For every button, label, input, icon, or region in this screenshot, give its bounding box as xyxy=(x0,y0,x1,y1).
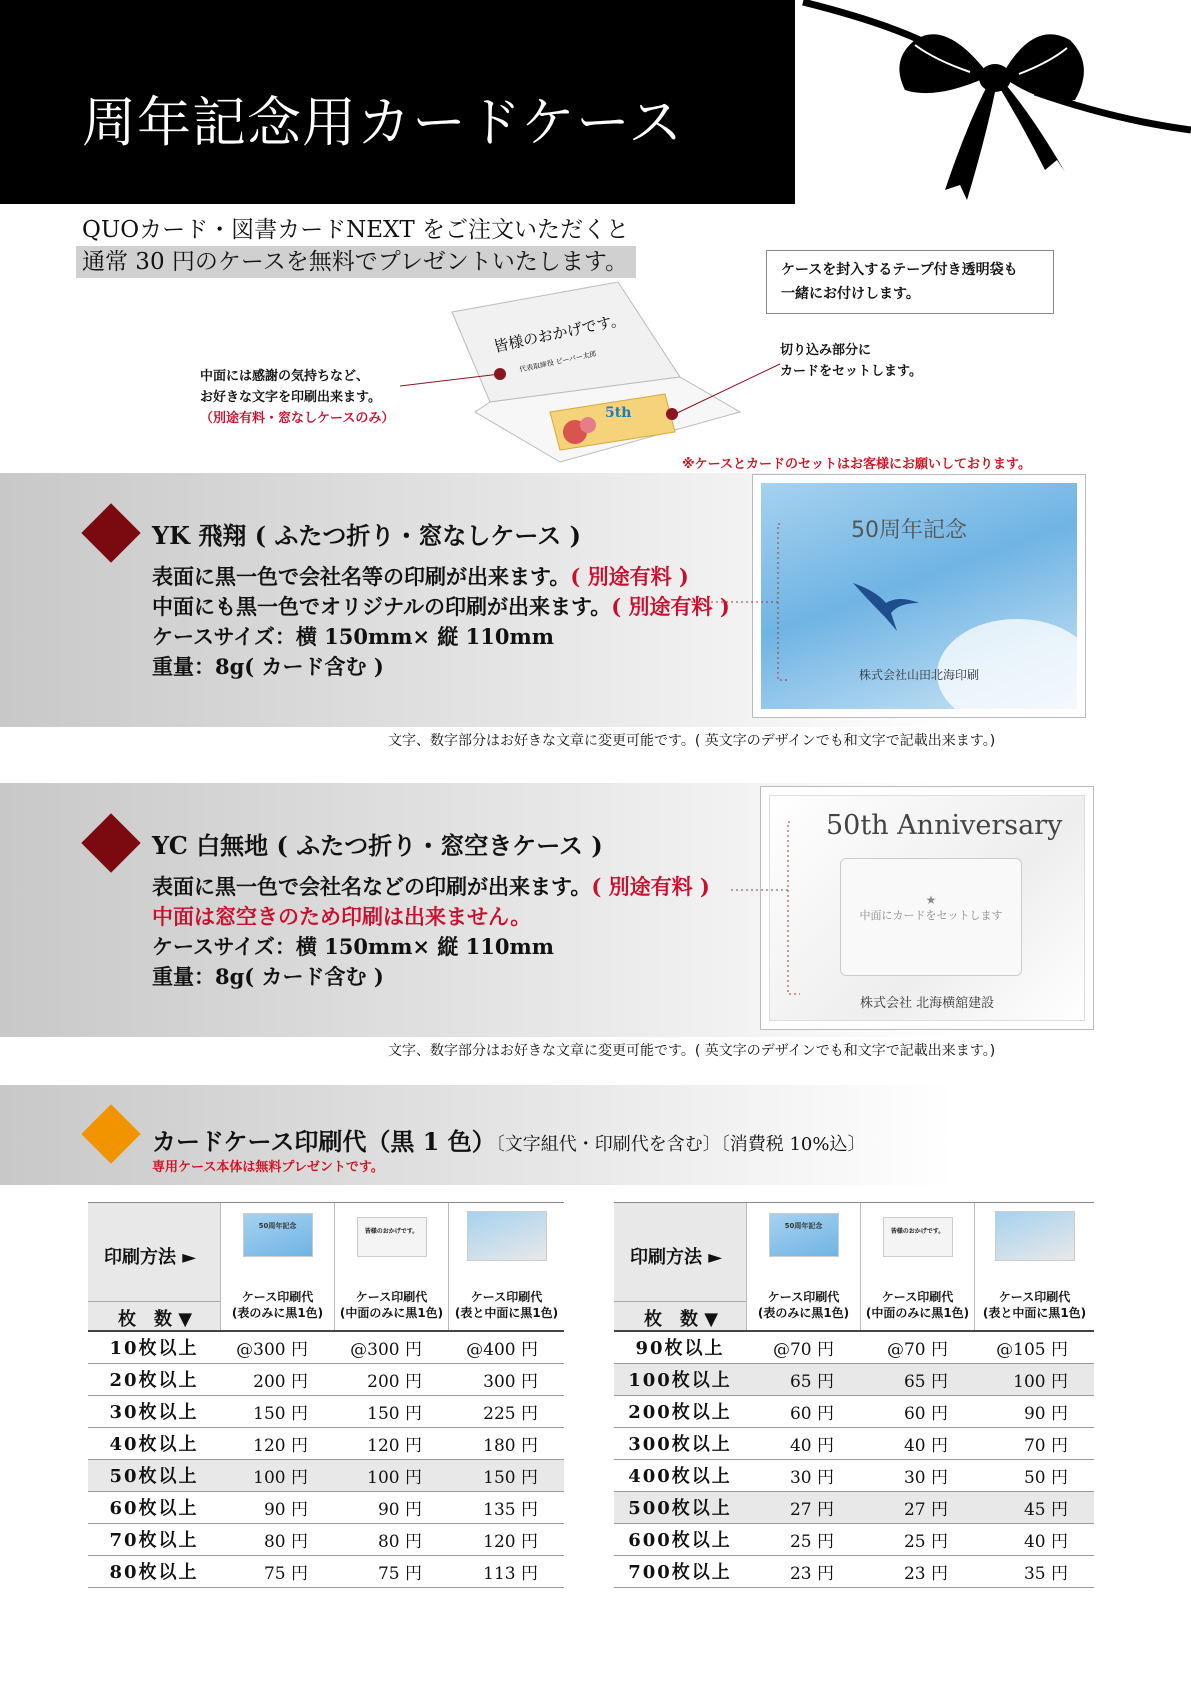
col3-sub: (表と中面に黒1色) xyxy=(454,1306,559,1320)
row-price-cell: 80 円 xyxy=(334,1523,448,1555)
card-illus-sign: 代表取締役 ピーパー太郎 xyxy=(518,349,598,374)
row-price-cell: 25 円 xyxy=(860,1523,974,1555)
count-label: 枚 数 ▼ xyxy=(644,1309,719,1330)
row-price-cell: 300 円 xyxy=(448,1363,564,1395)
yk-line-3: ケースサイズ：横 150mm× 縦 110mm xyxy=(152,624,554,649)
intro-line-2: 通常 30 円のケースを無料でプレゼントいたします。 xyxy=(76,246,636,278)
price-title-sub: 〔文字組代・印刷代を含む〕〔消費税 10%込〕 xyxy=(495,1134,866,1155)
yc-sample-company: 株式会社 北海横舘建設 xyxy=(860,996,995,1011)
col2-sub: (中面のみに黒1色) xyxy=(339,1306,444,1320)
section-yk-body xyxy=(152,562,730,682)
intro-text xyxy=(82,214,636,278)
row-price-cell: 100 円 xyxy=(974,1363,1094,1395)
section-yc-title: YC 白無地 ( ふたつ折り・窓空きケース ) xyxy=(152,831,603,860)
right-callout xyxy=(780,340,922,382)
col3-label: ケース印刷代 xyxy=(998,1290,1071,1304)
row-price-cell: 120 円 xyxy=(220,1427,334,1459)
table-row xyxy=(88,1523,564,1555)
thumb-inner: 皆様のおかげです。 xyxy=(883,1217,953,1257)
table-row xyxy=(88,1363,564,1395)
section-yc-body xyxy=(152,872,710,992)
yc-note: 文字、数字部分はお好きな文章に変更可能です。( 英文字のデザインでも和文字で記載出来ます。) xyxy=(388,1043,996,1059)
row-price-cell: 150 円 xyxy=(448,1459,564,1491)
row-count-cell: 10枚以上 xyxy=(88,1331,220,1363)
yc-sample-image xyxy=(760,786,1094,1030)
yc-line-1-tag: ( 別途有料 ) xyxy=(591,874,710,899)
yk-note: 文字、数字部分はお好きな文章に変更可能です。( 英文字のデザインでも和文字で記載出来ます。) xyxy=(388,733,996,749)
row-price-cell: @70 円 xyxy=(746,1331,860,1363)
row-price-cell: 200 円 xyxy=(220,1363,334,1395)
yc-dotted-guide xyxy=(730,820,800,1000)
yk-line-4: 重量：8g( カード含む ) xyxy=(152,654,384,679)
row-price-cell: 60 円 xyxy=(860,1395,974,1427)
right-callout-line-1: 切り込み部分に xyxy=(780,343,872,358)
col3-label: ケース印刷代 xyxy=(470,1290,543,1304)
left-callout xyxy=(200,366,394,429)
row-price-cell: 150 円 xyxy=(334,1395,448,1427)
yc-line-3: ケースサイズ：横 150mm× 縦 110mm xyxy=(152,934,554,959)
row-price-cell: 120 円 xyxy=(448,1523,564,1555)
col1-sub: (表のみに黒1色) xyxy=(757,1306,850,1320)
row-count-cell: 100枚以上 xyxy=(614,1363,746,1395)
row-price-cell: 40 円 xyxy=(746,1427,860,1459)
row-price-cell: @300 円 xyxy=(334,1331,448,1363)
row-price-cell: 65 円 xyxy=(860,1363,974,1395)
table-row xyxy=(614,1459,1094,1491)
row-count-cell: 600枚以上 xyxy=(614,1523,746,1555)
table-row xyxy=(614,1363,1094,1395)
table-row xyxy=(88,1459,564,1491)
table-row xyxy=(614,1331,1094,1363)
tape-note-line-1: ケースを封入するテープ付き透明袋も xyxy=(781,262,1018,278)
row-price-cell: @300 円 xyxy=(220,1331,334,1363)
count-label: 枚 数 ▼ xyxy=(118,1309,193,1330)
table-row xyxy=(614,1555,1094,1587)
row-price-cell: 27 円 xyxy=(746,1491,860,1523)
row-price-cell: 120 円 xyxy=(334,1427,448,1459)
row-count-cell: 50枚以上 xyxy=(88,1459,220,1491)
row-count-cell: 400枚以上 xyxy=(614,1459,746,1491)
row-price-cell: 40 円 xyxy=(974,1523,1094,1555)
row-price-cell: 70 円 xyxy=(974,1427,1094,1459)
thumb-both xyxy=(995,1211,1075,1261)
yk-dotted-guide xyxy=(690,520,790,690)
ribbon-bow-icon xyxy=(795,0,1191,210)
row-price-cell: 27 円 xyxy=(860,1491,974,1523)
row-count-cell: 20枚以上 xyxy=(88,1363,220,1395)
price-heading xyxy=(152,1122,865,1157)
row-count-cell: 40枚以上 xyxy=(88,1427,220,1459)
star-icon: ★ xyxy=(925,893,937,907)
yk-line-1-tag: ( 別途有料 ) xyxy=(570,564,689,589)
set-note: ※ケースとカードのセットはお客様にお願いしております。 xyxy=(682,457,1031,472)
card-illus-text: 皆様のおかげです。 xyxy=(492,310,627,356)
yc-line-1: 表面に黒一色で会社名などの印刷が出来ます。 xyxy=(152,874,592,899)
yk-line-2: 中面にも黒一色でオリジナルの印刷が出来ます。 xyxy=(152,594,612,619)
yc-line-2: 中面は窓空きのため印刷は出来ません。 xyxy=(152,904,532,929)
row-price-cell: 30 円 xyxy=(746,1459,860,1491)
seagull-icon xyxy=(851,573,921,633)
table-right-header xyxy=(614,1202,1094,1330)
yc-line-4: 重量：8g( カード含む ) xyxy=(152,964,384,989)
table-row xyxy=(88,1331,564,1363)
method-label: 印刷方法 ► xyxy=(630,1247,723,1268)
price-table-right xyxy=(614,1330,1094,1588)
yc-sample-window-text: 中面にカードをセットします xyxy=(859,909,1003,922)
section-yk-title: YK 飛翔 ( ふたつ折り・窓なしケース ) xyxy=(152,521,581,550)
thumb-front: 50周年記念 xyxy=(769,1213,839,1257)
row-count-cell: 70枚以上 xyxy=(88,1523,220,1555)
row-price-cell: 80 円 xyxy=(220,1523,334,1555)
thumb-both xyxy=(467,1211,547,1261)
row-price-cell: 23 円 xyxy=(746,1555,860,1587)
price-table-left xyxy=(88,1330,564,1588)
row-price-cell: 113 円 xyxy=(448,1555,564,1587)
table-row xyxy=(88,1427,564,1459)
row-price-cell: 90 円 xyxy=(220,1491,334,1523)
table-row xyxy=(88,1555,564,1587)
table-row xyxy=(614,1491,1094,1523)
row-price-cell: 100 円 xyxy=(220,1459,334,1491)
col2-label: ケース印刷代 xyxy=(881,1290,954,1304)
col2-sub: (中面のみに黒1色) xyxy=(865,1306,970,1320)
row-count-cell: 700枚以上 xyxy=(614,1555,746,1587)
intro-line-1: QUOカード・図書カードNEXT をご注文いただくと xyxy=(82,217,630,243)
row-price-cell: 150 円 xyxy=(220,1395,334,1427)
col1-sub: (表のみに黒1色) xyxy=(231,1306,324,1320)
price-red-note: 専用ケース本体は無料プレゼントです。 xyxy=(152,1160,384,1175)
row-price-cell: 25 円 xyxy=(746,1523,860,1555)
row-price-cell: 60 円 xyxy=(746,1395,860,1427)
yk-line-2-tag: ( 別途有料 ) xyxy=(611,594,730,619)
tape-note-box xyxy=(766,250,1054,314)
row-price-cell: @70 円 xyxy=(860,1331,974,1363)
row-price-cell: 40 円 xyxy=(860,1427,974,1459)
yc-card-window xyxy=(840,858,1022,976)
left-callout-line-2: お好きな文字を印刷出来ます。 xyxy=(200,390,381,405)
row-count-cell: 300枚以上 xyxy=(614,1427,746,1459)
row-price-cell: 90 円 xyxy=(974,1395,1094,1427)
col3-sub: (表と中面に黒1色) xyxy=(982,1306,1087,1320)
row-price-cell: 50 円 xyxy=(974,1459,1094,1491)
row-count-cell: 60枚以上 xyxy=(88,1491,220,1523)
method-label: 印刷方法 ► xyxy=(104,1247,197,1268)
row-price-cell: 75 円 xyxy=(220,1555,334,1587)
callout-lines xyxy=(400,340,820,420)
row-price-cell: 135 円 xyxy=(448,1491,564,1523)
table-row xyxy=(88,1395,564,1427)
row-count-cell: 90枚以上 xyxy=(614,1331,746,1363)
row-price-cell: 200 円 xyxy=(334,1363,448,1395)
tape-note-line-2: 一緒にお付けします。 xyxy=(781,286,920,302)
yk-line-1: 表面に黒一色で会社名等の印刷が出来ます。 xyxy=(152,564,571,589)
row-count-cell: 80枚以上 xyxy=(88,1555,220,1587)
price-title: カードケース印刷代（黒 1 色） xyxy=(152,1127,496,1156)
row-price-cell: 75 円 xyxy=(334,1555,448,1587)
left-callout-line-3: （別途有料・窓なしケースのみ） xyxy=(200,411,395,426)
yk-sample-company: 株式会社山田北海印刷 xyxy=(859,668,980,682)
col1-label: ケース印刷代 xyxy=(241,1290,314,1304)
yc-sample-title: 50th Anniversary xyxy=(826,810,1063,841)
page-title: 周年記念用カードケース xyxy=(82,91,684,154)
row-price-cell: 90 円 xyxy=(334,1491,448,1523)
col2-label: ケース印刷代 xyxy=(355,1290,428,1304)
thumb-front: 50周年記念 xyxy=(243,1213,313,1257)
yk-sample-image xyxy=(752,474,1086,718)
right-callout-line-2: カードをセットします。 xyxy=(780,364,922,379)
row-count-cell: 500枚以上 xyxy=(614,1491,746,1523)
row-price-cell: 100 円 xyxy=(334,1459,448,1491)
row-price-cell: 23 円 xyxy=(860,1555,974,1587)
table-row xyxy=(614,1427,1094,1459)
table-row xyxy=(614,1395,1094,1427)
table-row xyxy=(88,1491,564,1523)
row-price-cell: 180 円 xyxy=(448,1427,564,1459)
row-price-cell: 225 円 xyxy=(448,1395,564,1427)
row-count-cell: 200枚以上 xyxy=(614,1395,746,1427)
thumb-inner: 皆様のおかげです。 xyxy=(357,1217,427,1257)
row-price-cell: 45 円 xyxy=(974,1491,1094,1523)
left-callout-line-1: 中面には感謝の気持ちなど、 xyxy=(200,369,370,384)
row-price-cell: 30 円 xyxy=(860,1459,974,1491)
card-illus-badge: 5th xyxy=(605,405,632,421)
col1-label: ケース印刷代 xyxy=(767,1290,840,1304)
row-price-cell: 35 円 xyxy=(974,1555,1094,1587)
table-row xyxy=(614,1523,1094,1555)
row-count-cell: 30枚以上 xyxy=(88,1395,220,1427)
row-price-cell: @105 円 xyxy=(974,1331,1094,1363)
table-left-header xyxy=(88,1202,564,1330)
row-price-cell: @400 円 xyxy=(448,1331,564,1363)
yk-sample-title: 50周年記念 xyxy=(851,518,967,543)
row-price-cell: 65 円 xyxy=(746,1363,860,1395)
